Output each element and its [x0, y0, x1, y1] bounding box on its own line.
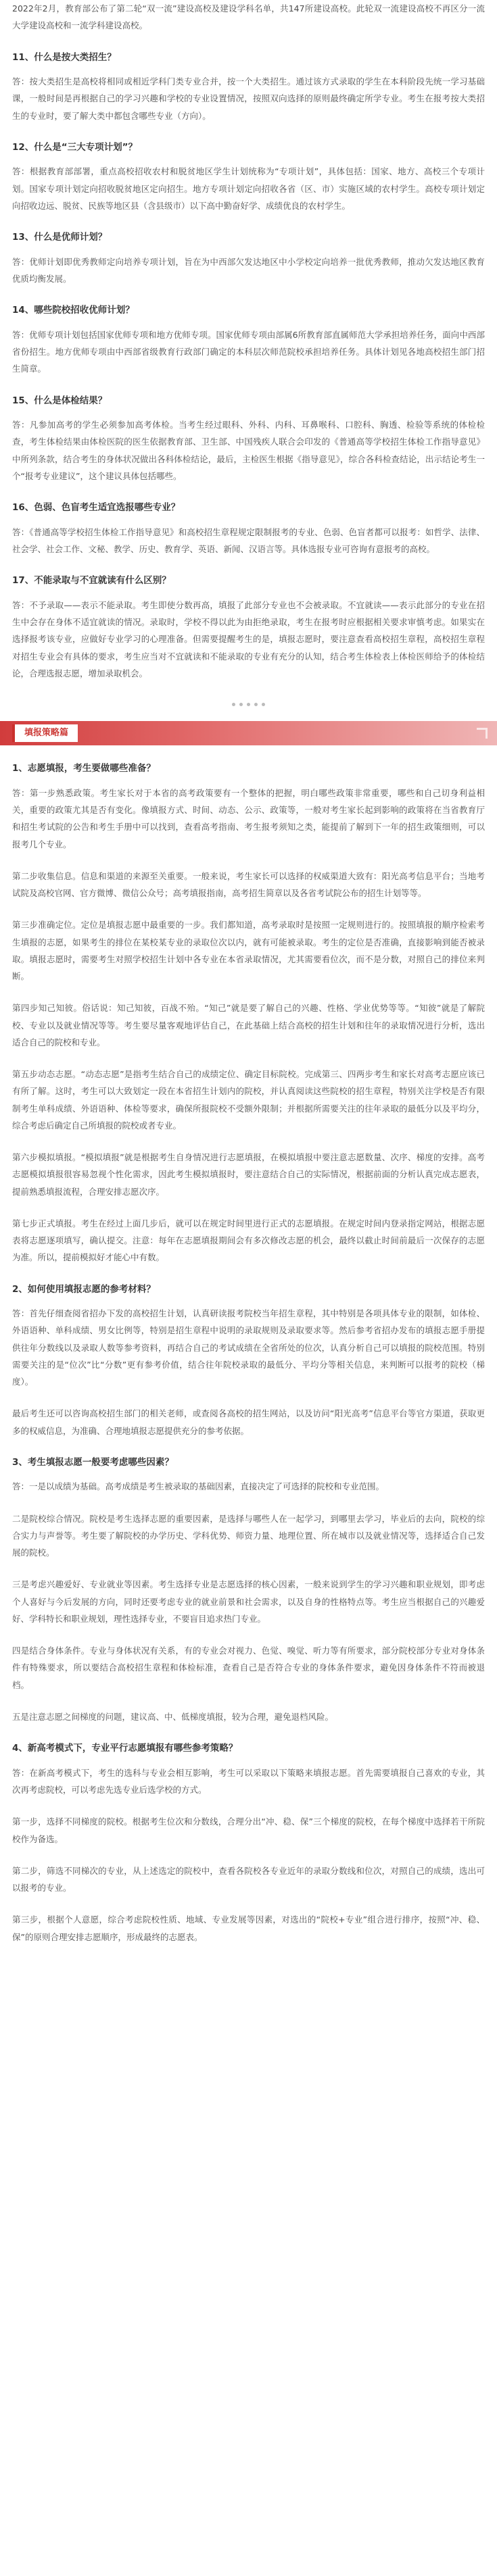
answer-paragraph: 第四步知己知彼。俗话说：知己知彼，百战不殆。“知己”就是要了解自己的兴趣、性格、学业优势等等。“知彼”就是了解院校、专业以及就业情况等等。考生要尽量客观地评估自己，在此基础上结合高校的招生计划和往年的录取情况进行分析，选出适合自己的院校和专业。 — [12, 1003, 485, 1047]
section-banner — [0, 721, 497, 745]
answer-paragraph: 答：不予录取——表示不能录取。考生即使分数再高，填报了此部分专业也不会被录取。不宜就读——表示此部分的专业在招生中会存在身体不适宜就读的情况。录取时，学校不得以此为由拒绝录取，考生在报考时应根据相关要求审慎考虑。如果实在选择报考该专业，应做好专业学习的心理准备。但需要提醒考生的是，填报志愿时，要注意查看高校招生章程，高校招生章程对招生专业会有具体的要求，考生应当对不宜就读和不能录取的专业有充分的认知，结合考生体检表上体检医师给予的体检结论，合理选报志愿，增加录取机会。 — [12, 599, 485, 678]
answer-paragraph: 第三步准确定位。定位是填报志愿中最重要的一步。我们都知道，高考录取时是按照一定规则进行的。按照填报的顺序检索考生填报的志愿，如果考生的排位在某校某专业的录取位次以内，就有可能被录取。考生的定位是否准确，直接影响到能否被录取。填报志愿时，需要考生对照学校招生计划中各专业在本省录取情况，尤其需要看位次，而不是分数，对照自己的排位来判断。 — [12, 920, 485, 981]
question-title: 14、哪些院校招收优师计划？ — [12, 305, 135, 316]
answer-paragraph: 第二步收集信息。信息和渠道的来源至关重要。一般来说，考生家长可以选择的权威渠道大致有：阳光高考信息平台；当地考试院及高校官网、官方微博、微信公众号；高考填报指南，高考招生简章以及各省考试院公布的招生计划等等。 — [12, 870, 485, 898]
divider-dot — [239, 703, 243, 706]
answer-paragraph: 第六步模拟填报。“模拟填报”就是根据考生自身情况进行志愿填报，在模拟填报中要注意志愿数量、次序、梯度的安排。高考志愿模拟填报很容易忽视个性化需求，因此考生模拟填报时，要注意结合自己的实际情况，根据前面的分析认真完成志愿表，提前熟悉填报流程，合理安排志愿次序。 — [12, 1152, 485, 1197]
answer-paragraph: 答：优师计划即优秀教师定向培养专项计划，旨在为中西部欠发达地区中小学校定向培养一批优秀教师，推动欠发达地区教育优质均衡发展。 — [12, 256, 485, 284]
question-title: 11、什么是按大类招生？ — [12, 51, 116, 63]
answer-paragraph: 二是院校综合情况。院校是考生选择志愿的重要因素，是选择与哪些人在一起学习，到哪里去学习，毕业后的去向，院校的综合实力与声誉等。考生要了解院校的办学历史、学科优势、师资力量、地理位置、所在城市以及就业情况等，选择适合自己发展的院校。 — [12, 1513, 485, 1558]
answer-paragraph: 答：按大类招生是高校将相同或相近学科门类专业合并，按一个大类招生。通过该方式录取的学生在本科阶段先统一学习基础课，一般时间是再根据自己的学习兴趣和学校的专业设置情况，按照双向选择的原则最终确定所学专业。考生在报考按大类招生的专业时，要了解大类中都包含哪些专业（方向）。 — [12, 76, 485, 121]
answer-paragraph: 三是考虑兴趣爱好、专业就业等因素。考生选择专业是志愿选择的核心因素，一般来说到学生的学习兴趣和职业规划，即考虑个人喜好与今后发展的方向，同时还要考虑专业的就业前景和社会需求，以及自身的性格特点等。考生应当根据自己的兴趣爱好、学科特长和职业规划，理性选择专业，不要盲目追求热门专业。 — [12, 1579, 485, 1624]
intro-paragraph: 2022年2月，教育部公布了第二轮“双一流”建设高校及建设学科名单，共147所建设高校。此轮双一流建设高校不再区分一流大学建设高校和一流学科建设高校。 — [12, 3, 485, 31]
answer-paragraph: 第五步动态志愿。“动态志愿”是指考生结合自己的成绩定位、确定目标院校。完成第三、四两步考生和家长对高考志愿应该已有所了解。这时，考生可以大致划定一段在本省招生计划内的院校，并认真阅读这些院校的招生章程，特别关注学校是否有限制考生单科成绩、外语语种、体检等要求，确保所报院校不受额外限制；并根据所需要关注的往年录取的最低分以及平均分，综合考虑后确定自己所填报的院校或者专业。 — [12, 1069, 485, 1131]
question-title: 17、不能录取与不宜就读有什么区别？ — [12, 575, 171, 587]
question-title: 13、什么是优师计划？ — [12, 232, 108, 243]
divider-dot — [247, 703, 250, 706]
question-title: 12、什么是“三大专项计划”？ — [12, 141, 138, 153]
question-title: 16、色弱、色盲考生适宜选报哪些专业？ — [12, 502, 181, 514]
question-title: 2、如何使用填报志愿的参考材料？ — [12, 1283, 156, 1295]
answer-paragraph: 答：凡参加高考的学生必须参加高考体检。当考生经过眼科、外科、内科、耳鼻喉科、口腔科、胸透、检验等系统的体检检查，考生体检结果由体检医院的医生依据教育部、卫生部、中国残疾人联合会印发的《普通高等学校招生体检工作指导意见》中所列条款，结合考生的身体状况做出各科体检结论，最后，主检医生根据《指导意见》，综合各科检查结论，出示结论考生一个“报考专业建议”，这个建议具体包括哪些。 — [12, 420, 485, 481]
answer-paragraph: 最后考生还可以咨询高校招生部门的相关老师，或查阅各高校的招生网站，以及访问“阳光高考”信息平台等官方渠道，获取更多的权威信息，为准确、合理地填报志愿提供充分的参考依据。 — [12, 1408, 485, 1436]
question-title: 3、考生填报志愿一般要考虑哪些因素？ — [12, 1456, 174, 1468]
section-banner-label: 填报策略篇 — [12, 724, 78, 742]
answer-paragraph: 第一步，选择不同梯度的院校。根据考生位次和分数线，合理分出“冲、稳、保”三个梯度的院校，在每个梯度中选择若干所院校作为备选。 — [12, 1816, 485, 1844]
banner-corner-icon — [477, 728, 488, 739]
divider-dot — [254, 703, 258, 706]
answer-paragraph: 答：《普通高等学校招生体检工作指导意见》和高校招生章程规定限制报考的专业、色弱、色盲者都可以报考：如哲学、法律、社会学、社会工作、文秘、教学、历史、教育学、英语、新闻、汉语言等。具体选报专业可咨询有意报考的高校。 — [12, 526, 485, 555]
section-divider — [12, 697, 485, 712]
answer-paragraph: 答：首先仔细查阅省招办下发的高校招生计划，认真研读报考院校当年招生章程，其中特别是各项具体专业的限制，如体检、外语语种、单科成绩、男女比例等，特别是招生章程中说明的录取规则及录取要求等。然后参考省招办发布的填报志愿手册提供往年分数线以及录取人数等参考资料，再结合自己的考试成绩在全省所处的位次，认真分析自己可以填报的院校范围。特别需要关注的是“位次”比“分数”更有参考价值，结合往年院校录取的最低分、平均分等相关信息，来判断可以报考的院校（梯度）。 — [12, 1308, 485, 1387]
answer-paragraph: 答：优师专项计划包括国家优师专项和地方优师专项。国家优师专项由部属6所教育部直属师范大学承担培养任务，面向中西部省份招生。地方优师专项由中西部省级教育行政部门确定的本科层次师范院校承担培养任务。具体计划见各地高校招生部门招生简章。 — [12, 329, 485, 374]
answer-paragraph: 第七步正式填报。考生在经过上面几步后，就可以在规定时间里进行正式的志愿填报。在规定时间内登录指定网站，根据志愿表将志愿逐项填写，确认提交。注意：每年在志愿填报期间会有多次修改志愿的机会，最终以截止时间前最后一次保存的志愿为准。所以，提前模拟好才能心中有数。 — [12, 1218, 485, 1263]
divider-dot — [232, 703, 235, 706]
divider-dot — [262, 703, 265, 706]
faq-section-basics — [12, 51, 485, 683]
answer-paragraph: 答：第一步熟悉政策。考生家长对于本省的高考政策要有一个整体的把握，明白哪些政策非常重要，哪些和自己切身利益相关，重要的政策尤其是否有变化。像填报方式、时间、动态、公示、政策等，一般对考生家长起到影响的政策将在当省教育厅和招生考试院的公告和考生手册中可以找到，查看高考指南、考生报考须知之类，能提前了解到下一年的招生政策细则，可以报考几个专业。 — [12, 787, 485, 849]
answer-paragraph: 第二步，筛选不同梯次的专业，从上述选定的院校中，查看各院校各专业近年的录取分数线和位次，对照自己的成绩，选出可以报考的专业。 — [12, 1865, 485, 1893]
answer-paragraph: 答：一是以成绩为基础。高考成绩是考生被录取的基础因素，直接决定了可选择的院校和专业范围。 — [12, 1481, 385, 1492]
answer-paragraph: 答：在新高考模式下，考生的选科与专业会相互影响，考生可以采取以下策略来填报志愿。首先需要填报自己喜欢的专业，其次再考虑院校，可以考虑先选专业后选学校的方式。 — [12, 1767, 485, 1795]
answer-paragraph: 第三步，根据个人意愿，综合考虑院校性质、地域、专业发展等因素，对选出的“院校+专业”组合进行排序，按照“冲、稳、保”的原则合理安排志愿顺序，形成最终的志愿表。 — [12, 1914, 485, 1942]
answer-paragraph: 四是结合身体条件。专业与身体状况有关系，有的专业会对视力、色觉、嗅觉、听力等有所要求，部分院校部分专业对身体条件有特殊要求，所以要结合高校招生章程和体检标准，查看自己是否符合专业的身体条件要求，避免因身体条件不符而被退档。 — [12, 1645, 485, 1690]
question-title: 4、新高考模式下，专业平行志愿填报有哪些参考策略？ — [12, 1743, 238, 1754]
question-title: 15、什么是体检结果？ — [12, 395, 108, 406]
answer-paragraph: 答：根据教育部部署，重点高校招收农村和脱贫地区学生计划统称为“专项计划”，具体包括：国家、地方、高校三个专项计划。国家专项计划定向招收脱贫地区定向招生。地方专项计划定向招收各省（区、市）实施区域的农村学生。高校专项计划定向招收边远、脱贫、民族等地区县（含县级市）以下高中勤奋好学、成绩优良的农村学生。 — [12, 166, 485, 211]
question-title: 1、志愿填报，考生要做哪些准备？ — [12, 763, 156, 774]
answer-paragraph: 五是注意志愿之间梯度的问题，建议高、中、低梯度填报，较为合理，避免退档风险。 — [12, 1711, 334, 1722]
faq-section-strategy — [12, 762, 485, 1946]
